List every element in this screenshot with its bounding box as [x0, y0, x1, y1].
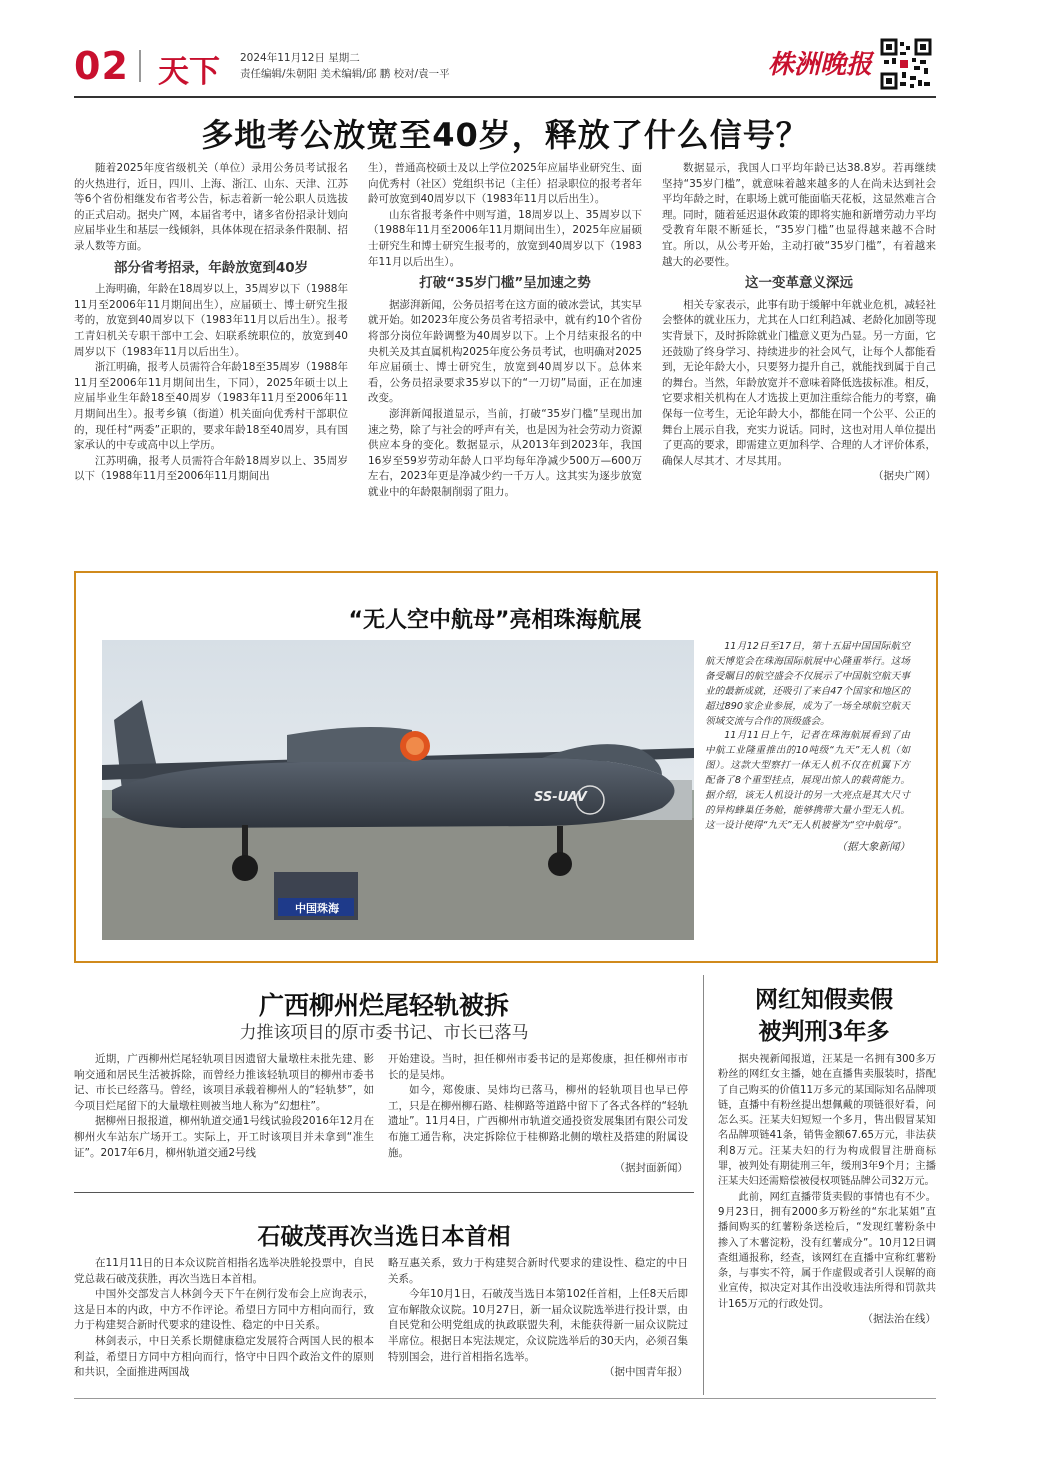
paragraph: 此前，网红直播带货卖假的事情也有不少。9月23日，拥有2000多万粉丝的“东北某姐”直播间购买的红薯粉条送检后，“发现红薯粉条中掺入了木薯淀粉，没有红薯成分”。10月12日调查组通报称，经查，该网红在直播中宣称红薯粉条，与事实不符，属于作虚假或者引人误解的商业宣传，拟决定对其作出没收违法所得和罚款共计165万元的行政处罚。 [718, 1191, 936, 1310]
paragraph: 生），普通高校硕士及以上学位2025年应届毕业研究生、面向优秀村（社区）党组织书记（主任）招录职位的报考者年龄可放宽到40周岁以下（1983年11月以后出生）。 [368, 162, 642, 206]
footer-rule [74, 1398, 936, 1399]
article1-column2 [368, 161, 642, 500]
paragraph: 开始建设。当时，担任柳州市委书记的是郑俊康，担任柳州市市长的是吴炜。 [388, 1053, 688, 1081]
source-credit: （据封面新闻） [614, 1162, 688, 1175]
feature-title: “无人空中航母”亮相珠海航展 [348, 608, 642, 633]
paragraph: 相关专家表示，此事有助于缓解中年就业危机，减轻社会整体的就业压力，尤其在人口红利趋减、老龄化加剧等现实背景下，及时拆除就业门槛意义更为凸显。另一方面，它还鼓励了终身学习、持续进步的社会风气，让每个人都能看到，无论年龄大小，只要努力提升自己，就能找到属于自己的舞台。当然，年龄放宽并不意味着降低选拔标准。相反，它要求相关机构在人才选拔上更加注重综合能力的考察，确保每一位考生，无论年龄大小，都能在同一个公平、公正的舞台上展示自我，充实力说话。同时，这也对用人单位提出了更高的要求，即需建立更加科学、合理的人才评价体系，确保人尽其才、才尽其用。 [662, 298, 936, 467]
article2-title: 广西柳州烂尾轻轨被拆 [258, 991, 509, 1020]
paragraph: 中国外交部发言人林剑今天下午在例行发布会上应询表示，这是日本的内政，中方不作评论。希望日方同中方相向而行，致力于构建契合新时代要求的建设性、稳定的中日关系。 [74, 1288, 374, 1332]
article3-column1 [74, 1256, 374, 1381]
article2-subtitle: 力推该项目的原市委书记、市长已落马 [239, 1023, 529, 1043]
newspaper-logo: 株洲晚报 [768, 50, 873, 80]
paragraph: 近期，广西柳州烂尾轻轨项目因遗留大量墩柱未批先建、影响交通和居民生活被拆除，而曾经力推该轻轨项目的柳州市委书记、市长已经落马。曾经，该项目承载着柳州人的“轻轨梦”，如今项目烂尾留下的大量墩柱则被当地人称为“幻想柱”。 [74, 1053, 374, 1112]
article3-title: 石破茂再次当选日本首相 [257, 1223, 511, 1250]
article1-column1 [74, 161, 348, 485]
paragraph: 略互惠关系，致力于构建契合新时代要求的建设性、稳定的中日关系。 [388, 1257, 688, 1285]
article3-column2 [388, 1256, 688, 1381]
paragraph: 如今，郑俊康、吴炜均已落马，柳州的轻轨项目也早已停工，只是在柳州柳石路、桂柳路等道路中留下了各式各样的“轻轨遗址”。11月4日，广西柳州市轨道交通投资发展集团有限公司发布施工通告称，决定拆除位于桂柳路北侧的墩柱及搭建的附属设施。 [388, 1084, 688, 1159]
paragraph: 林剑表示，中日关系长期健康稳定发展符合两国人民的根本利益，希望日方同中方相向而行，恪守中日四个政治文件的原则和共识，全面推进两国战 [74, 1334, 374, 1379]
paragraph: 上海明确，年龄在18周岁以上，35周岁以下（1988年11月至2006年11月期间出生），应届硕士、博士研究生报考的，放宽到40周岁以下（1983年11月以后出生）。报考工青妇机关专职干部中工会、妇联系统职位的，放宽到40周岁以下（1983年11月以后出生）。 [74, 283, 348, 358]
feature-text [705, 640, 910, 855]
page-number: 02 [74, 44, 129, 88]
title-line: 被判刑3年多 [758, 1018, 890, 1045]
paragraph: 数据显示，我国人口平均年龄已达38.8岁。若再继续坚持“35岁门槛”，就意味着越来越多的人在尚未达到社会平均年龄之时，在职场上就可能面临天花板，这显然难言合理。同时，随着延迟退休政策的即将实施和新增劳动力平均受教育年限不断延长，“35岁门槛”也显得越来越不合时宜。所以，从公考开始，主动打破“35岁门槛”，有着越来越大的必要性。 [662, 162, 936, 268]
source-credit: （据法治在线） [862, 1313, 936, 1326]
paragraph: 浙江明确，报考人员需符合年龄18至35周岁（1988年11月至2006年11月期间出生，下同），2025年硕士以上应届毕业生年龄18至40周岁（1983年11月至2006年11月期间出生）。报考乡镇（街道）机关面向优秀村干部职位的，现任村“两委”正职的，要求年龄18至40周岁，具有国家承认的中专或高中以上学历。 [74, 361, 348, 452]
paragraph: 11月11日上午，记者在珠海航展看到了由中航工业隆重推出的10吨级“九天”无人机（如图）。这款大型察打一体无人机不仅在机翼下方配备了8个重型挂点，展现出惊人的载荷能力。据介绍，该无人机设计的另一大亮点是其大尺寸的异构蜂巢任务舱，能够携带大量小型无人机。这一设计使得“九天”无人机被誉为“空中航母”。 [705, 730, 910, 831]
subheading: 部分省考招录，年龄放宽到40岁 [113, 259, 309, 276]
paragraph: 据柳州日报报道，柳州轨道交通1号线试验段2016年12月在柳州火车站东广场开工。实际上，开工时该项目并未拿到“准生证”。2017年6月，柳州轨道交通2号线 [74, 1115, 374, 1159]
paragraph: 今年10月1日，石破茂当选日本第102任首相，上任8天后即宣布解散众议院。10月27日，新一届众议院选举进行投计票，由自民党和公明党组成的执政联盟失利，未能获得新一届众议院过半席位。根据日本宪法规定，众议院选举后的30天内，必须召集特别国会，进行首相指名选举。 [388, 1288, 688, 1363]
title-line: 网红知假卖假 [755, 986, 893, 1013]
header-rule [74, 96, 936, 98]
source-credit: （据中国青年报） [604, 1366, 688, 1379]
paragraph: 山东省报考条件中则写道，18周岁以上、35周岁以下（1988年11月至2006年11月期间出生），2025年应届硕士研究生和博士研究生报考的，放宽到40周岁以下（1983年11月以后出生）。 [368, 208, 642, 268]
paragraph: 据澎湃新闻，公务员招考在这方面的破冰尝试，其实早就开始。如2023年度公务员省考招录中，就有约10个省份将部分岗位年龄调整为40周岁以下。上个月结束报名的中央机关及其直属机构2025年度公务员考试，也明确对2025年应届硕士、博士研究生，放宽到40周岁以下。总体来看，公务员招录要求35岁以下的“一刀切”局面，正在加速改变。 [368, 298, 642, 405]
uav-photo [102, 640, 694, 940]
paragraph: 在11月11日的日本众议院首相指名选举决胜轮投票中，自民党总裁石破茂获胜，再次当选日本首相。 [74, 1257, 374, 1285]
subheading: 打破“35岁门槛”呈加速之势 [419, 275, 591, 292]
article4-column [718, 1052, 936, 1327]
article2-column2 [388, 1052, 688, 1177]
article2-column1 [74, 1052, 374, 1161]
article4-title [712, 984, 936, 1048]
article1-title: 多地考公放宽至40岁，释放了什么信号？ [201, 116, 809, 154]
subheading: 这一变革意义深远 [745, 275, 853, 292]
paragraph: 澎湃新闻报道显示，当前，打破“35岁门槛”呈现出加速之势，除了与社会的呼声有关，也是因为社会劳动力资源供应本身的变化。数据显示，从2013年到2023年，我国16岁至59岁劳动年龄人口平均每年净减少500万—600万左右，2023年更是净减少约一千万人。这其实为逐步放宽就业中的年龄限制削弱了阻力。 [368, 407, 642, 498]
source-credit: （据大象新闻） [836, 840, 910, 853]
date-line: 2024年11月12日 星期二 [240, 52, 360, 64]
article1-column3 [662, 161, 936, 485]
qr-code-icon [880, 38, 932, 90]
column-divider [703, 975, 704, 1395]
section-name: 天下 [158, 54, 220, 90]
paragraph: 江苏明确，报考人员需符合年龄18周岁以上、35周岁以下（1988年11月至2006年11月期间出 [74, 454, 348, 483]
paragraph: 据央视新闻报道，汪某是一名拥有300多万粉丝的网红女主播，她在直播售卖服装时，搭配了自己购买的价值11万多元的某国际知名品牌项链，直播中有粉丝提出想佩戴的项链很好看，问怎么买。汪某夫妇短短一个多月，售出假冒某知名品牌项链41条，销售金额67.65万元，非法获利8万元。汪某夫妇的行为构成假冒注册商标罪，被判处有期徒刑三年，缓刑3年9个月；主播汪某夫妇还需赔偿被侵权项链品牌公司32万元。 [718, 1054, 936, 1188]
paragraph: 11月12日至17日，第十五届中国国际航空航天博览会在珠海国际航展中心隆重举行。这场备受瞩目的航空盛会不仅展示了中国航空航天事业的最新成就，还吸引了来自47个国家和地区的超过890家企业参展，成为了一场全球航空航天领域交流与合作的顶级盛会。 [705, 641, 910, 727]
editors-line: 责任编辑/朱朝阳 美术编辑/邱 鹏 校对/袁一平 [240, 68, 450, 80]
uav-marking: SS-UAV [534, 790, 587, 805]
source-credit: （据央广网） [873, 470, 936, 483]
divider [74, 1192, 694, 1193]
display-banner: 中国珠海 [295, 902, 339, 915]
paragraph: 随着2025年度省级机关（单位）录用公务员考试报名的火热进行，近日，四川、上海、浙江、山东、天津、江苏等6个省份相继发布省考公告，标志着新一轮公职人员选拔的正式启动。据央广网，本届省考中，诸多省份招录计划向应届毕业生和基层一线倾斜，具体体现在招录条件限制、招录人数等方面。 [74, 162, 348, 252]
header-divider [139, 50, 141, 82]
